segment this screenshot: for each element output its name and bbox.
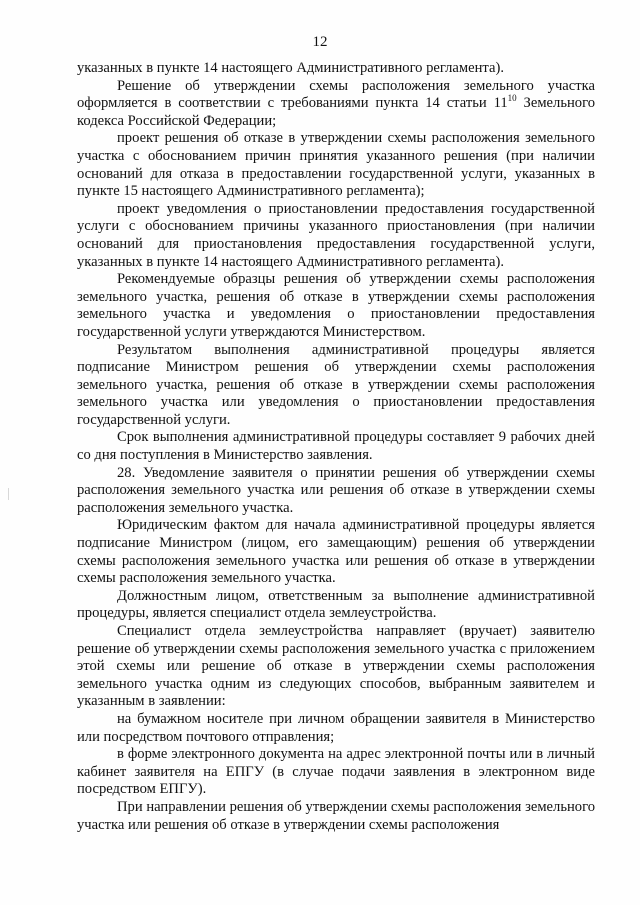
paragraph-14: При направлении решения об утверждении схемы расположения земельного участка или решения об отказе в утверждении схемы расположения <box>77 798 595 833</box>
paragraph-2-text: Решение об утверждении схемы расположения земельного участка оформляется в соответствии с требованиями пункта 14 статьи 11 <box>77 77 595 112</box>
paragraph-6: Результатом выполнения административной процедуры является подписание Министром решения об утверждении схемы расположения земельного участка, решения об отказе в утверждении схемы расположения земельного участка или уведомления о приостановлении предоставления государственной услуги. <box>77 341 595 428</box>
paragraph-3: проект решения об отказе в утверждении схемы расположения земельного участка с обоснованием причин принятия указанного решения (при наличии оснований для отказа в предоставлении государственной услуги, указанных в пункте 15 настоящего Административного регламента); <box>77 130 595 200</box>
paragraph-4: проект уведомления о приостановлении предоставления государственной услуги с обоснованием причины указанного приостановления (при наличии оснований для приостановления предоставления государственной услуги, указанных в пункте 14 настоящего Административного регламента). <box>77 200 595 270</box>
paragraph-9: Юридическим фактом для начала административной процедуры является подписание Министром (лицом, его замещающим) решения об утверждении схемы расположения земельного участка или решения об отказе в утверждении схемы расположения земельного участка. <box>77 517 595 587</box>
document-body <box>77 60 595 834</box>
paragraph-12: на бумажном носителе при личном обращении заявителя в Министерство или посредством почтового отправления; <box>77 710 595 745</box>
paragraph-2-superscript: 10 <box>507 93 517 104</box>
paragraph-10: Должностным лицом, ответственным за выполнение административной процедуры, является специалист отдела землеустройства. <box>77 587 595 622</box>
paragraph-8: 28. Уведомление заявителя о принятии решения об утверждении схемы расположения земельного участка или решения об отказе в утверждении схемы расположения земельного участка. <box>77 464 595 516</box>
paragraph-1: указанных в пункте 14 настоящего Административного регламента). <box>77 60 504 76</box>
paragraph-7: Срок выполнения административной процедуры составляет 9 рабочих дней со дня поступления в Министерство заявления. <box>77 429 595 464</box>
paragraph-13: в форме электронного документа на адрес электронной почты или в личный кабинет заявителя на ЕПГУ (в случае подачи заявления в электронном виде посредством ЕПГУ). <box>77 746 595 798</box>
paragraph-11: Специалист отдела землеустройства направляет (вручает) заявителю решение об утверждении схемы расположения земельного участка с приложением этой схемы или решение об отказе в утверждении схемы расположения земельного участка одним из следующих способов, выбранным заявителем и указанным в заявлении: <box>77 623 595 710</box>
paragraph-2 <box>77 78 595 131</box>
paragraph-5: Рекомендуемые образцы решения об утверждении схемы расположения земельного участка, решения об отказе в утверждении схемы расположения земельного участка и уведомления о приостановлении предоставления государственной услуги утверждаются Министерством. <box>77 271 595 340</box>
scan-margin-mark <box>8 488 9 500</box>
page-number: 12 <box>312 34 328 50</box>
paragraph-2-text-end: Земельного кодекса Российской Федерации; <box>77 95 595 129</box>
